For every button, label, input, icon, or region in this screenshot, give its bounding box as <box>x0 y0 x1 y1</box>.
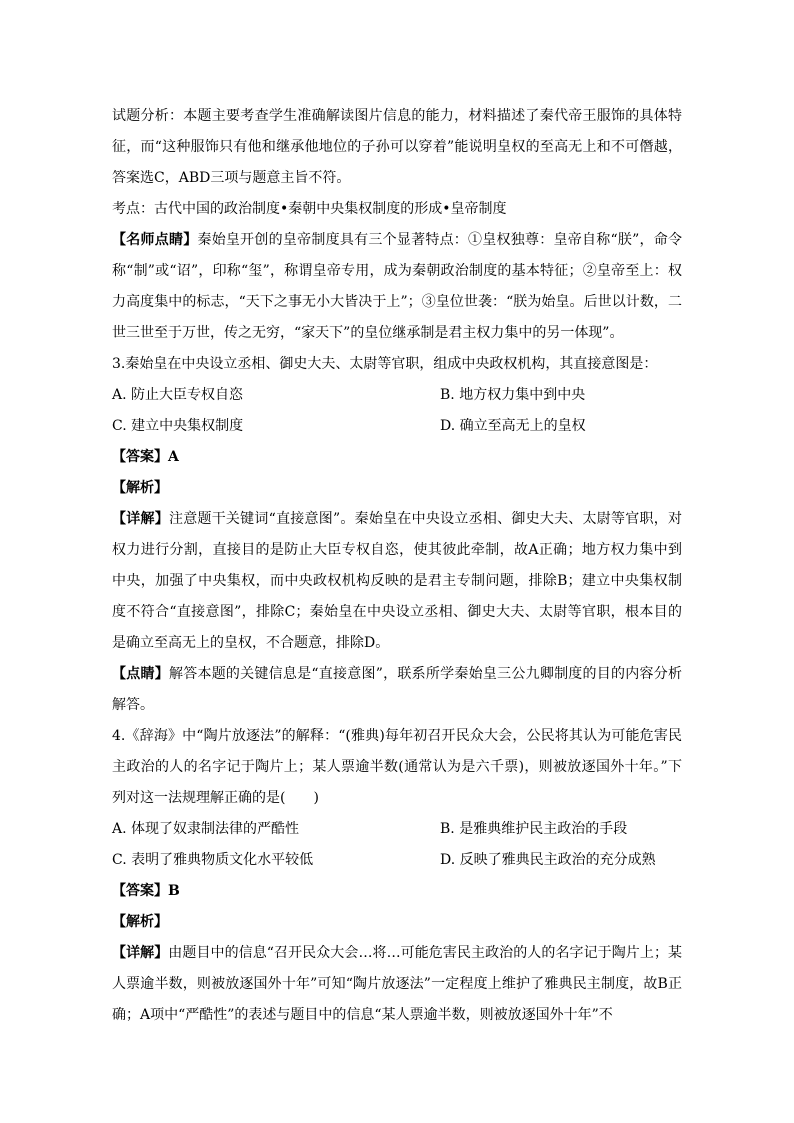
q3-stem: 3.秦始皇在中央设立丞相、御史大夫、太尉等官职，组成中央政权机构，其直接意图是： <box>112 356 658 372</box>
q4-detail-paragraph <box>112 938 682 1031</box>
q3-dianjing-paragraph <box>112 659 682 721</box>
q3-dianjing-text: 解答本题的关键信息是“直接意图”，联系所学秦始皇三公九卿制度的目的内容分析解答。 <box>112 666 682 713</box>
q4-option-a: A. 体现了奴隶制法律的严酷性 <box>112 821 300 837</box>
q4-option-d: D. 反映了雅典民主政治的充分成熟 <box>440 852 656 868</box>
q3-answer: 【答案】A <box>112 449 179 465</box>
q3-option-a: A. 防止大臣专权自恣 <box>112 387 244 403</box>
mingshi-paragraph <box>112 225 682 349</box>
q3-option-b: B. 地方权力集中到中央 <box>440 387 586 403</box>
q4-option-c: C. 表明了雅典物质文化水平较低 <box>112 852 314 868</box>
mingshi-tag: 【名师点睛】 <box>112 232 198 248</box>
analysis-paragraph: 试题分析：本题主要考查学生准确解读图片信息的能力，材料描述了秦代帝王服饰的具体特征，而“这种服饰只有他和继承他地位的子孙可以穿着”能说明皇权的至高无上和不可僭越，答案选C，ABD三项与题意主旨不符。 <box>112 108 682 186</box>
q3-dianjing-tag: 【点睛】 <box>112 666 169 682</box>
q4-stem: 4.《辞海》中“陶片放逐法”的解释：“(雅典)每年初召开民众大会，公民将其认为可能危害民主政治的人的名字记于陶片上；某人票逾半数(通常认为是六千票)，则被放逐国外十年。”下列对这一法规理解正确的是( ) <box>112 728 682 806</box>
q3-option-d: D. 确立至高无上的皇权 <box>440 418 586 434</box>
q4-detail-text: 由题目中的信息“召开民众大会…将…可能危害民主政治的人的名字记于陶片上；某人票逾半数，则被放逐国外十年”可知“陶片放逐法”一定程度上维护了雅典民主制度，故B正确；A项中“严酷性”的表述与题目中的信息“某人票逾半数，则被放逐国外十年”不 <box>112 945 683 1023</box>
q3-detail-text: 注意题干关键词“直接意图”。秦始皇在中央设立丞相、御史大夫、太尉等官职，对权力进行分割，直接目的是防止大臣专权自恣，使其彼此牵制，故A正确；地方权力集中到中央，加强了中央集权，而中央政权机构反映的是君主专制问题，排除B；建立中央集权制度不符合“直接意图”，排除C；秦始皇在中央设立丞相、御史大夫、太尉等官职，根本目的是确立至高无上的皇权，不合题意，排除D。 <box>112 511 682 651</box>
q4-option-b: B. 是雅典维护民主政治的手段 <box>440 821 628 837</box>
q3-option-c: C. 建立中央集权制度 <box>112 418 244 434</box>
q4-answer: 【答案】B <box>112 883 180 899</box>
q3-detail-tag: 【详解】 <box>112 511 169 527</box>
q3-options <box>112 380 682 442</box>
q3-jiexi-heading: 【解析】 <box>112 480 168 496</box>
q4-jiexi-heading: 【解析】 <box>112 914 168 930</box>
q4-detail-tag: 【详解】 <box>112 945 169 961</box>
mingshi-text: 秦始皇开创的皇帝制度具有三个显著特点：①皇权独尊：皇帝自称“朕”，命令称“制”或“诏”，印称“玺”，称谓皇帝专用，成为秦朝政治制度的基本特征；②皇帝至上：权力高度集中的标志，“天下之事无小大皆决于上”；③皇位世袭：“朕为始皇。后世以计数，二世三世至于万世，传之无穷，“家天下”的皇位继承制是君主权力集中的另一体现”。 <box>112 232 682 341</box>
kaodian-line: 考点：古代中国的政治制度•秦朝中央集权制度的形成•皇帝制度 <box>112 201 507 217</box>
document-body <box>112 101 682 1031</box>
q3-detail-paragraph <box>112 504 682 659</box>
q4-options <box>112 814 682 876</box>
